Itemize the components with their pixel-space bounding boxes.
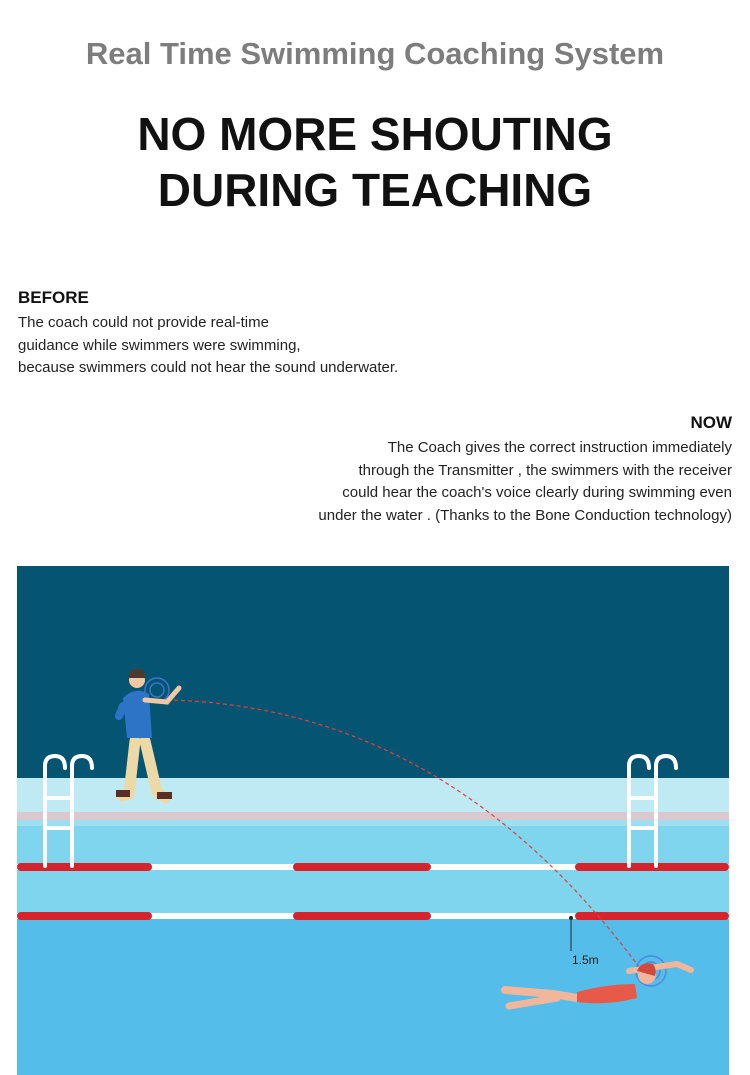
now-line-2: through the Transmitter , the swimmers with the receiver (358, 461, 732, 479)
lane-rope-1 (17, 863, 729, 871)
headline-line-2: DURING TEACHING (157, 164, 593, 216)
pool-illustration (17, 566, 729, 1075)
before-line-2: guidance while swimmers were swimming, (18, 336, 301, 354)
before-title: BEFORE (18, 288, 89, 307)
now-section (212, 413, 732, 527)
headline-line-1: NO MORE SHOUTING (137, 108, 613, 160)
subtitle: Real Time Swimming Coaching System (85, 36, 665, 71)
before-section (18, 288, 498, 380)
pool-wall (17, 566, 729, 778)
headline (0, 106, 750, 218)
before-line-3: because swimmers could not hear the sound underwater. (18, 359, 399, 376)
pool-edge-stripe (17, 812, 729, 820)
now-title: NOW (690, 413, 732, 432)
now-line-1: The Coach gives the correct instruction immediately (387, 439, 732, 456)
now-line-3: could hear the coach's voice clearly during swimming even (342, 484, 732, 501)
distance-label: 1.5m (572, 953, 599, 967)
now-line-4: under the water . (Thanks to the Bone Conduction technology) (318, 506, 732, 524)
before-line-1: The coach could not provide real-time (18, 314, 269, 331)
lane-rope-2 (17, 912, 729, 920)
